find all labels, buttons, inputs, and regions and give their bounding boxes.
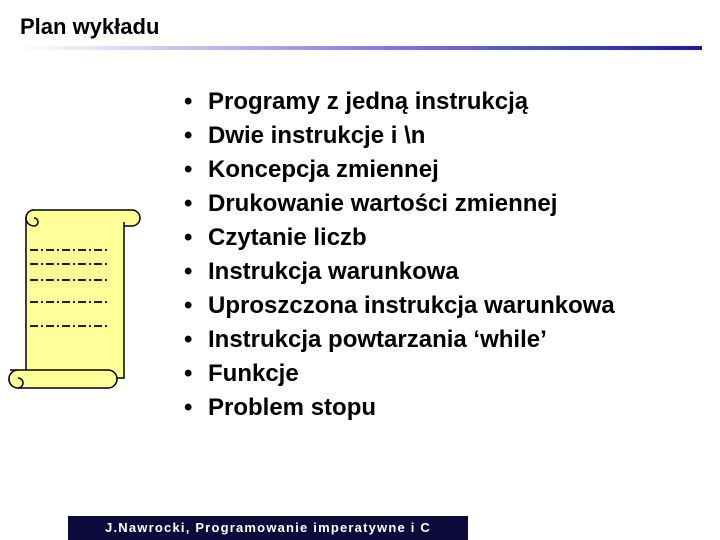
- bullet-icon: •: [184, 190, 193, 217]
- agenda-item: [180, 190, 650, 218]
- scroll-document-icon: [4, 206, 146, 390]
- agenda-item-text: Uproszczona instrukcja warunkowa: [208, 292, 615, 319]
- agenda-item-text: Czytanie liczb: [208, 224, 367, 251]
- bullet-icon: •: [184, 326, 193, 353]
- agenda-item-text: Dwie instrukcje i \n: [208, 122, 426, 149]
- agenda-item: [180, 122, 650, 150]
- bullet-icon: •: [184, 156, 193, 183]
- title-underline: [18, 46, 702, 50]
- bullet-icon: •: [184, 88, 193, 115]
- bullet-icon: •: [184, 292, 193, 319]
- agenda-item-text: Problem stopu: [208, 394, 377, 421]
- agenda-item: [180, 224, 650, 252]
- agenda-item: [180, 326, 650, 354]
- agenda-item: [180, 258, 650, 286]
- bullet-icon: •: [184, 122, 193, 149]
- agenda-list: [180, 88, 650, 428]
- footer-author-course: J.Nawrocki, Programowanie imperatywne i C: [68, 516, 468, 540]
- agenda-item: [180, 156, 650, 184]
- bullet-icon: •: [184, 224, 193, 251]
- agenda-item-text: Funkcje: [208, 360, 299, 387]
- agenda-item: [180, 360, 650, 388]
- agenda-item-text: Instrukcja powtarzania ‘while’: [208, 326, 547, 353]
- bullet-icon: •: [184, 360, 193, 387]
- agenda-item-text: Koncepcja zmiennej: [208, 156, 439, 183]
- slide-title: Plan wykładu: [20, 14, 160, 39]
- agenda-item-text: Drukowanie wartości zmiennej: [208, 190, 558, 217]
- agenda-item: [180, 292, 650, 320]
- agenda-item-text: Programy z jedną instrukcją: [208, 88, 529, 115]
- bullet-icon: •: [184, 394, 193, 421]
- agenda-item: [180, 88, 650, 116]
- bullet-icon: •: [184, 258, 193, 285]
- agenda-item: [180, 394, 650, 422]
- agenda-item-text: Instrukcja warunkowa: [208, 258, 459, 285]
